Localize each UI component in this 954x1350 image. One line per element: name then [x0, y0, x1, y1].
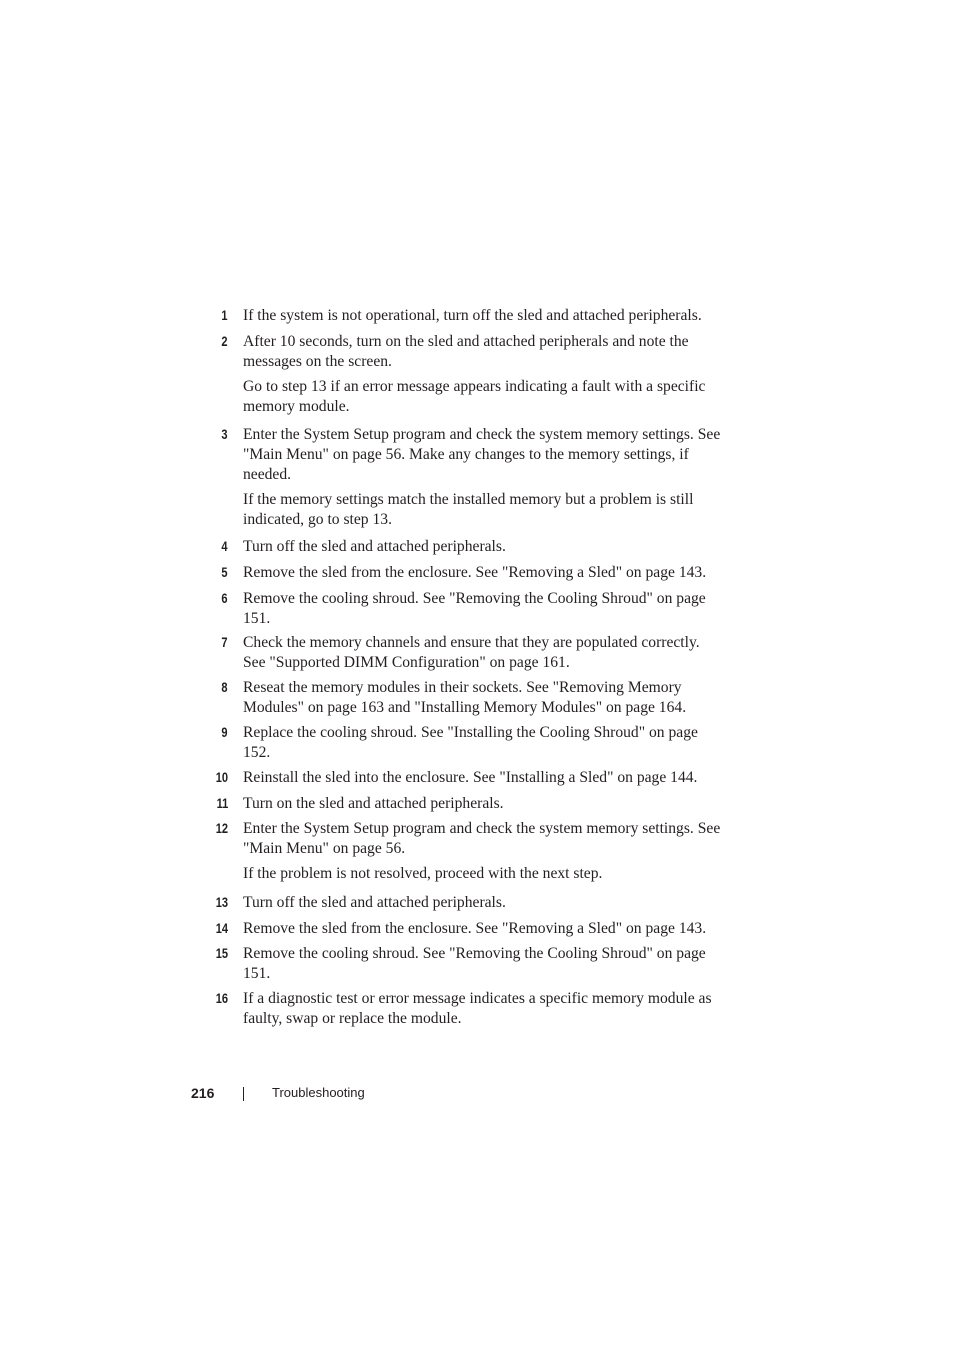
step-paragraph: Replace the cooling shroud. See "Installing the Cooling Shroud" on page 152.: [243, 724, 698, 761]
step-text: [243, 919, 725, 939]
step-text: [243, 537, 725, 557]
step-text: [243, 723, 725, 763]
step-number: 7: [221, 635, 228, 650]
step-paragraph: Reseat the memory modules in their sockets. See "Removing Memory Modules" on page 163 and "Installing Memory Modules" on page 164.: [243, 679, 687, 716]
step-text: [243, 819, 725, 884]
step-paragraph: Reinstall the sled into the enclosure. See "Installing a Sled" on page 144.: [243, 769, 698, 786]
step-text: [243, 425, 725, 530]
step-number: 10: [215, 770, 228, 785]
step-text: [243, 678, 725, 718]
step-text: [243, 944, 725, 984]
step-number: 6: [221, 591, 228, 606]
step-paragraph: Enter the System Setup program and check the system memory settings. See "Main Menu" on page 56. Make any changes to the memory settings, if needed.: [243, 426, 721, 483]
step-paragraph: If a diagnostic test or error message indicates a specific memory module as faulty, swap or replace the module.: [243, 990, 712, 1027]
step-number: 11: [216, 796, 228, 811]
step-note: If the problem is not resolved, proceed with the next step.: [243, 865, 603, 882]
step-paragraph: Remove the cooling shroud. See "Removing the Cooling Shroud" on page 151.: [243, 945, 706, 982]
step-paragraph: If the system is not operational, turn off the sled and attached peripherals.: [243, 307, 702, 324]
step-number: 16: [215, 991, 228, 1006]
step-number: 4: [221, 539, 228, 554]
step-text: [243, 589, 725, 629]
step-number: 8: [221, 680, 228, 695]
step-paragraph: Remove the sled from the enclosure. See "Removing a Sled" on page 143.: [243, 564, 707, 581]
step-number: 9: [221, 725, 228, 740]
step-note: If the memory settings match the installed memory but a problem is still indicated, go to step 13.: [243, 491, 694, 528]
step-number: 2: [221, 334, 228, 349]
step-text: [243, 989, 725, 1029]
step-paragraph: Remove the sled from the enclosure. See "Removing a Sled" on page 143.: [243, 920, 707, 937]
step-paragraph: Remove the cooling shroud. See "Removing the Cooling Shroud" on page 151.: [243, 590, 706, 627]
step-paragraph: Turn on the sled and attached peripherals.: [243, 795, 504, 812]
step-number: 1: [221, 308, 228, 323]
step-text: [243, 893, 725, 913]
step-text: [243, 768, 725, 788]
step-note: Go to step 13 if an error message appears indicating a fault with a specific memory module.: [243, 378, 706, 415]
step-paragraph: Check the memory channels and ensure that they are populated correctly. See "Supported DIMM Configuration" on page 161.: [243, 634, 700, 671]
step-paragraph: After 10 seconds, turn on the sled and attached peripherals and note the messages on the screen.: [243, 333, 689, 370]
step-number: 3: [221, 427, 228, 442]
step-text: [243, 633, 725, 673]
step-number: 15: [215, 946, 228, 961]
step-paragraph: Turn off the sled and attached peripherals.: [243, 538, 506, 555]
step-number: 5: [221, 565, 228, 580]
page-footer: [0, 1083, 954, 1103]
step-text: [243, 794, 725, 814]
step-number: 13: [215, 895, 228, 910]
step-text: [243, 563, 725, 583]
step-number: 14: [215, 921, 228, 936]
step-text: [243, 332, 725, 417]
step-paragraph: Enter the System Setup program and check the system memory settings. See "Main Menu" on page 56.: [243, 820, 721, 857]
step-text: [243, 306, 725, 326]
section-title: Troubleshooting: [272, 1085, 365, 1100]
step-number: 12: [215, 821, 228, 836]
step-paragraph: Turn off the sled and attached peripherals.: [243, 894, 506, 911]
footer-divider: [243, 1087, 244, 1101]
page-number: 216: [191, 1085, 215, 1101]
